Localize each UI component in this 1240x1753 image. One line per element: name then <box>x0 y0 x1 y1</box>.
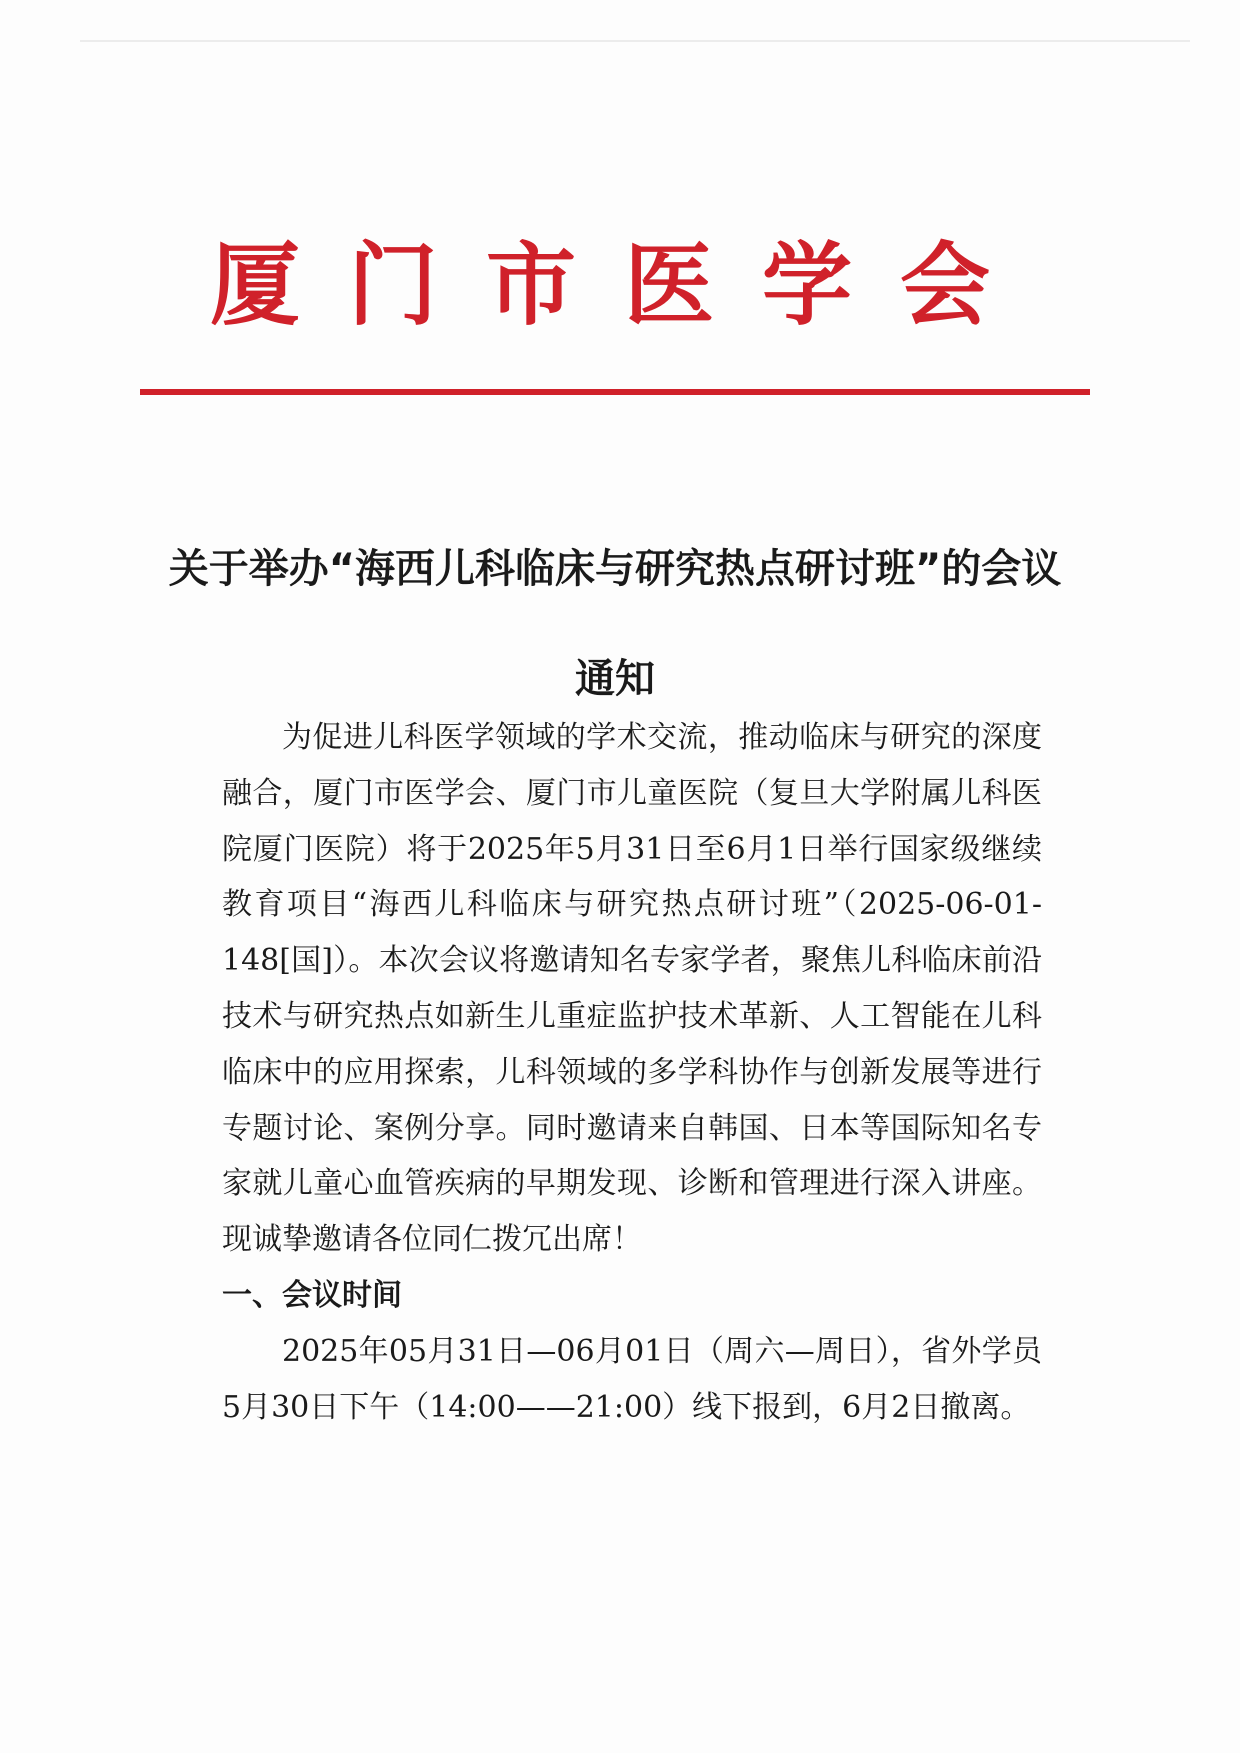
meeting-time-paragraph: 2025年05月31日—06月01日（周六—周日），省外学员5月30日下午（14:00——21:00）线下报到，6月2日撤离。 <box>222 1333 1042 1425</box>
page-edge-shadow <box>80 40 1190 42</box>
letterhead-org-name: 厦门市医学会 <box>210 232 1038 338</box>
letterhead-red-rule <box>140 389 1090 395</box>
notice-title: 关于举办“海西儿科临床与研究热点研讨班”的会议通知 <box>168 546 1062 702</box>
section-heading-meeting-time: 一、会议时间 <box>222 1277 402 1313</box>
intro-paragraph: 为促进儿科医学领域的学术交流，推动临床与研究的深度融合，厦门市医学会、厦门市儿童医院（复旦大学附属儿科医院厦门医院）将于2025年5月31日至6月1日举行国家级继续教育项目“海西儿科临床与研究热点研讨班”（2025-06-01-148[国]）。本次会议将邀请知名专家学者，聚焦儿科临床前沿技术与研究热点如新生儿重症监护技术革新、人工智能在儿科临床中的应用探索，儿科领域的多学科协作与创新发展等进行专题讨论、案例分享。同时邀请来自韩国、日本等国际知名专家就儿童心血管疾病的早期发现、诊断和管理进行深入讲座。现诚挚邀请各位同仁拨冗出席！ <box>222 720 1042 1258</box>
notice-body <box>222 710 1042 1435</box>
